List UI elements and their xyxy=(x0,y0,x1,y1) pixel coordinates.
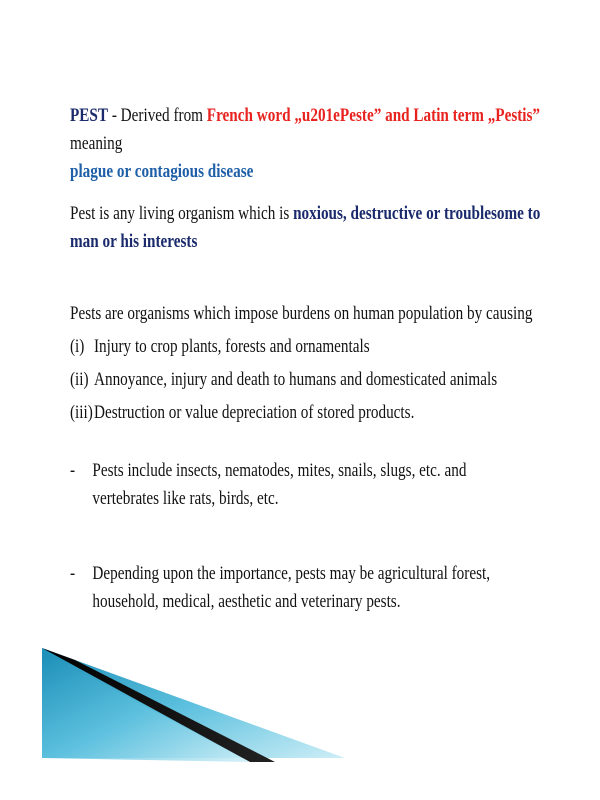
burden-number: (ii) xyxy=(70,369,89,390)
burden-text: Annoyance, injury and death to humans and domesticated animals xyxy=(94,369,498,390)
bullet-text: Pests include insects, nematodes, mites, snails, slugs, etc. and vertebrates like rats, birds, etc. xyxy=(92,460,467,509)
meaning-word: meaning xyxy=(70,133,123,154)
bullet-text: Depending upon the importance, pests may be agricultural forest, household, medical, aesthetic and veterinary pests. xyxy=(92,563,491,612)
term-pest: PEST xyxy=(70,105,109,126)
dash-marker: - xyxy=(70,460,76,481)
burden-text: Destruction or value depreciation of stored products. xyxy=(94,402,415,423)
dash-marker: - xyxy=(70,563,76,584)
derived-text: - Derived from xyxy=(108,105,207,126)
burden-number: (iii) xyxy=(70,402,93,423)
description-prefix: Pest is any living organism which is xyxy=(70,203,294,224)
description-emphasis: noxious, destructive or troublesome to man or his interests xyxy=(70,203,541,252)
meaning-text: plague or contagious disease xyxy=(70,161,254,182)
burden-text: Injury to crop plants, forests and ornamentals xyxy=(94,336,370,357)
burdens-intro: Pests are organisms which impose burdens on human population by causing xyxy=(70,303,533,324)
origin-text: French word „u201ePeste” and Latin term „Pestis” xyxy=(206,105,541,126)
burden-number: (i) xyxy=(70,336,85,357)
